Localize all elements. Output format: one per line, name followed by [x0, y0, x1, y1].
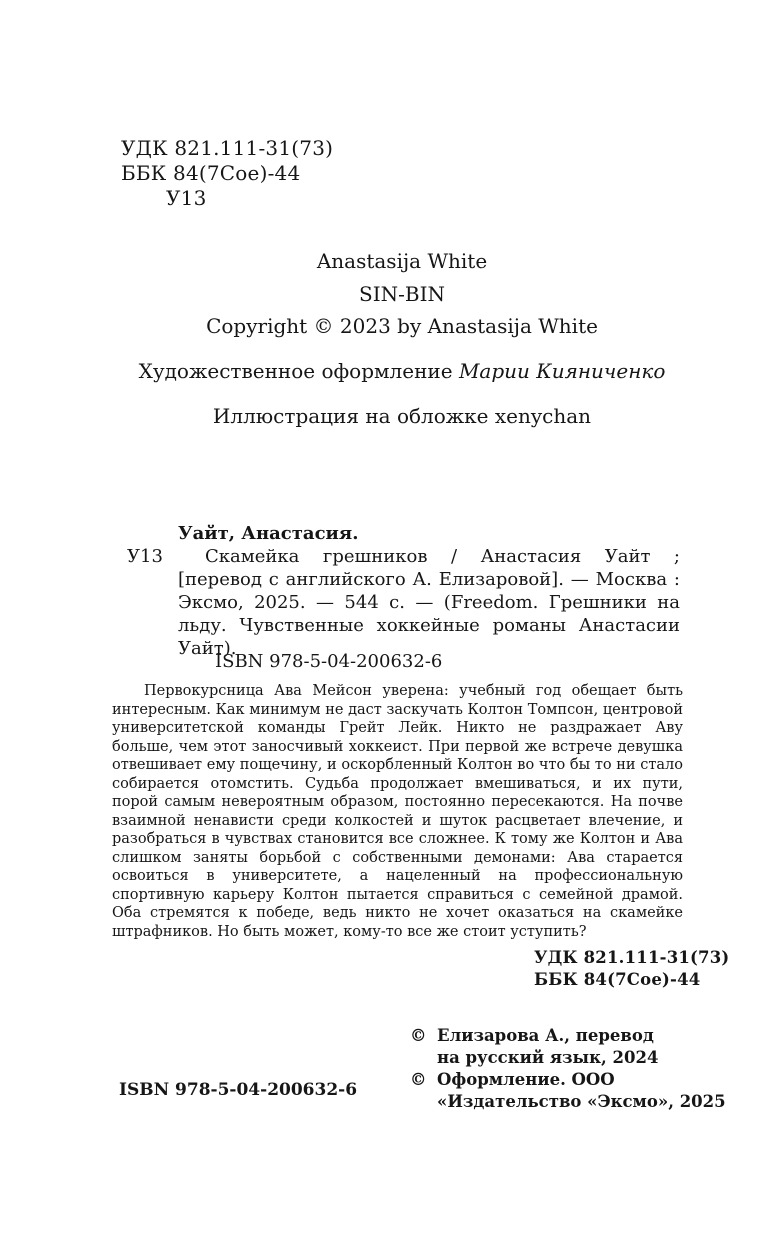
catalog-card-entry [127, 522, 680, 660]
design-credit-label: Художественное оформление [138, 359, 459, 383]
copyright-symbol: © [410, 1070, 427, 1089]
catalog-description [127, 545, 680, 660]
copyright-translation-line-1: Елизарова А., перевод [437, 1026, 654, 1045]
copyright-notices [410, 1025, 726, 1113]
original-book-title: SIN-BIN [359, 282, 445, 306]
isbn-catalog-line: ISBN 978-5-04-200632-6 [215, 651, 443, 672]
original-author-name: Anastasija White [316, 249, 488, 273]
copyright-translation-line-2: на русский язык, 2024 [437, 1048, 659, 1067]
bbk-code: ББК 84(7Сое)-44 [121, 161, 301, 185]
udk-code-bottom: УДК 821.111-31(73) [534, 948, 730, 967]
annotation-paragraph: Первокурсница Ава Мейсон уверена: учебный год обещает быть интересным. Как минимум не даст заскучать Колтон Томпсон, центровой университетской команды Грейт Лейк. Никто не раздражает Аву больше, чем этот заносчивый хоккеист. При первой же встрече девушка отвешивает ему пощечину, и оскорбленный Колтон во что бы то ни стало собирается отомстить. Судьба продолжает вмешиваться, и их пути, порой самым невероятным образом, постоянно пересекаются. На почве взаимной ненависти среди колкостей и шуток расцветает влечение, и разобраться в чувствах становится все сложнее. К тому же Колтон и Ава слишком заняты борьбой с собственными демонами: Ава старается освоиться в университете, а нацеленный на профессиональную спортивную карьеру Колтон пытается справиться с семейной драмой. Оба стремятся к победе, ведь никто не хочет оказаться на скамейке штрафников. Но быть может, кому-то все же стоит уступить? [112, 683, 683, 940]
copyright-entry-design [410, 1069, 726, 1113]
design-credit-name: Марии Кияниченко [458, 359, 666, 383]
title-block [120, 249, 684, 428]
catalog-margin-code: У13 [127, 546, 163, 567]
bbk-code-bottom: ББК 84(7Сое)-44 [534, 970, 701, 989]
catalog-author-heading: Уайт, Анастасия. [178, 523, 359, 544]
cover-illustration-credit: Иллюстрация на обложке xenychan [212, 404, 592, 428]
copyright-design-line-1: Оформление. ООО [437, 1070, 615, 1089]
copyright-symbol: © [410, 1026, 427, 1045]
udk-code: УДК 821.111-31(73) [121, 136, 334, 160]
author-sign-code: У13 [166, 186, 207, 210]
catalog-description-text: Скамейка грешников / Анастасия Уайт ; [перевод с английского А. Елизаровой]. — Москва : Эксмо, 2025. — 544 с. — (Freedom. Грешники на льду. Чувственные хоккейные романы Анастасии Уайт). [178, 546, 680, 659]
isbn-bottom-line: ISBN 978-5-04-200632-6 [119, 1080, 358, 1100]
copyright-design-line-2: «Издательство «Эксмо», 2025 [437, 1092, 726, 1111]
original-copyright-line: Copyright © 2023 by Anastasija White [206, 314, 598, 338]
design-credit [120, 359, 684, 383]
copyright-entry-translation [410, 1025, 726, 1069]
top-classification-codes [121, 136, 333, 211]
bottom-classification-codes [534, 947, 729, 991]
